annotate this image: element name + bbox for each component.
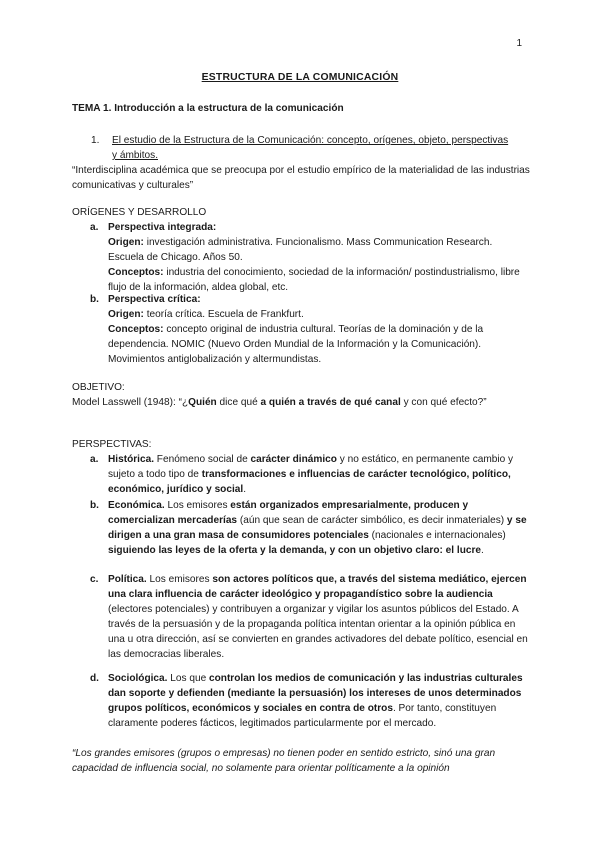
perspectiva-item-a: a. Histórica. Fenómeno social de carácter dinámico y no estático, en permanente cambio y sujeto a todo tipo de transformaciones e influencias de carácter tecnológico, político, económico, jurídico y social. xyxy=(90,454,514,495)
conceptos-text: concepto original de industria cultural. Teorías de la dominación y de la dependencia. NOMIC (Nuevo Orden Mundial de la Información y la Comunicación). Movimientos antiglobalización y altermundistas. xyxy=(108,324,484,365)
origen-label: Origen: xyxy=(108,237,144,248)
final-quote: “Los grandes emisores (grupos o empresas) no tienen poder en sentido estricto, sinó una gran capacidad de influencia social, no solamente para orientar políticamente a la opinión xyxy=(72,748,496,774)
document-title: ESTRUCTURA DE LA COMUNICACIÓN xyxy=(201,72,399,83)
list-label: c. xyxy=(90,574,99,585)
perspectiva-item-c: c. Política. Los emisores son actores políticos que, a través del sistema mediático, ejercen una clara influencia de carácter ideológico y propagandístico sobre la audiencia (electores potenciales) y contribuyen a organizar y vigilar los asuntos públicos del Estado. A través de la persuasión y de la propaganda política intentan orientar a la opinión pública en una u otra dirección, así se convierten en grandes activadores del debate político, esencial en las democracias liberales. xyxy=(90,574,528,660)
origen-text: teoría crítica. Escuela de Frankfurt. xyxy=(143,309,304,320)
perspectivas-heading: PERSPECTIVAS: xyxy=(72,439,152,450)
origen-label: Origen: xyxy=(108,309,144,320)
origenes-heading: ORÍGENES Y DESARROLLO xyxy=(72,207,207,218)
list-label: d. xyxy=(90,673,99,684)
list-label: b. xyxy=(90,294,99,305)
conceptos-text: industria del conocimiento, sociedad de la información/ postindustrialismo, libre flujo de la información, aldea global, etc. xyxy=(108,267,520,293)
objetivo-text: Model Lasswell (1948): “¿Quién dice qué a quién a través de qué canal y con qué efecto?” xyxy=(72,397,487,408)
list-label: b. xyxy=(90,500,99,511)
definition-quote: “Interdisciplina académica que se preocupa por el estudio empírico de la materialidad de las industrias comunicativas y culturales” xyxy=(72,165,530,191)
item-title: Perspectiva integrada: xyxy=(108,222,217,233)
list-label: a. xyxy=(90,454,99,465)
origenes-item-b xyxy=(90,292,528,367)
conceptos-label: Conceptos: xyxy=(108,267,164,278)
item-text: El estudio de la Estructura de la Comunicación: concepto, orígenes, objeto, perspectivas y ámbitos. xyxy=(112,135,509,161)
origen-text: investigación administrativa. Funcionalismo. Mass Communication Research. Escuela de Chicago. Años 50. xyxy=(108,237,493,263)
tema-heading: TEMA 1. Introducción a la estructura de la comunicación xyxy=(72,103,344,114)
objetivo-heading: OBJETIVO: xyxy=(72,382,125,393)
perspectiva-item-b: b. Económica. Los emisores están organizados empresarialmente, producen y comercializan mercaderías (aún que sean de carácter simbólico, es decir inmateriales) y se dirigen a una gran masa de consumidores potenciales (nacionales e internacionales) siguiendo las leyes de la oferta y la demanda, y con un objetivo claro: el lucre. xyxy=(90,500,527,556)
list-label: a. xyxy=(90,222,99,233)
perspectiva-item-d: d. Sociológica. Los que controlan los medios de comunicación y las industrias culturales dan soporte y defienden (mediante la persuasión) los intereses de unos determinados grupos políticos, económicos y sociales en contra de otros. Por tanto, constituyen claramente poderes fácticos, legitimados particularmente por el mercado. xyxy=(90,673,523,729)
item-number: 1. xyxy=(91,135,100,146)
item-title: Perspectiva crítica: xyxy=(108,294,201,305)
numbered-item-1 xyxy=(91,133,512,163)
conceptos-label: Conceptos: xyxy=(108,324,164,335)
page-number: 1 xyxy=(516,38,522,49)
origenes-item-a xyxy=(90,220,528,295)
